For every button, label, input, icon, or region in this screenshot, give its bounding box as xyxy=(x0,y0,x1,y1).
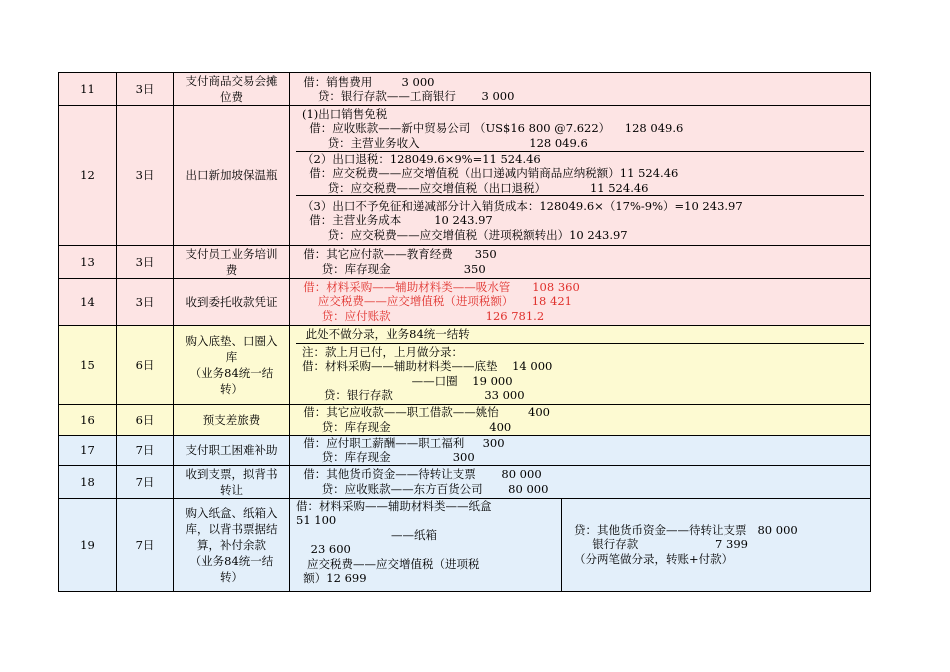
entry-line: 23 600 xyxy=(296,542,351,556)
entry-line: 此处不做分录，业务84统一结转 xyxy=(302,327,470,341)
entry-line: 借：其它应收款——职工借款——姚怡 400 xyxy=(296,405,551,419)
entry-line: 借：主营业务成本 10 243.97 xyxy=(302,213,493,227)
entry-line: ——口圈 19 000 xyxy=(302,373,513,388)
row-subject xyxy=(174,73,290,106)
entry-line: 应交税费——应交增值税（进项税 xyxy=(296,556,480,571)
subject-line: （业务84统一结 xyxy=(189,365,274,380)
entry-line: 贷：银行存款——工商银行 3 000 xyxy=(296,89,515,103)
entry-line: 贷：其他货币资金——待转让支票 80 000 xyxy=(574,522,798,537)
subject-line: 位费 xyxy=(220,90,243,104)
row-number: 11 xyxy=(59,73,117,106)
entry-line: 贷：主营业务收入 128 049.6 xyxy=(302,135,588,150)
sub-entry xyxy=(296,151,864,196)
table-row xyxy=(59,73,871,106)
entry-line: 贷：银行存款 33 000 xyxy=(302,388,525,403)
entry-line: 借：应付职工薪酬——职工福利 300 xyxy=(296,435,505,450)
entry-line: 51 100 xyxy=(296,513,337,527)
subject-line: 出口新加坡保温瓶 xyxy=(185,168,278,183)
table-row xyxy=(59,278,871,325)
sub-entry xyxy=(296,344,864,404)
journal-entry xyxy=(290,245,871,278)
row-number: 17 xyxy=(59,435,117,465)
entry-line: 借：材料采购——辅助材料类——纸盒 xyxy=(296,498,492,513)
row-subject xyxy=(174,435,290,465)
row-date: 3日 xyxy=(117,245,174,278)
entry-line: 贷：应付账款 126 781.2 xyxy=(296,308,545,323)
table-row xyxy=(59,435,871,465)
entry-subtable xyxy=(296,106,864,245)
journal-entry xyxy=(290,73,871,106)
subject-line: 购入底垫、口圈入 xyxy=(185,333,278,348)
subject-line: （业务84统一结 xyxy=(189,553,274,568)
journal-entry xyxy=(290,106,871,246)
entry-line: 借：应交税费——应交增值税（出口递减内销商品应纳税额）11 524.46 xyxy=(302,166,679,180)
entry-subtable xyxy=(296,326,864,404)
entry-line: 借：销售费用 3 000 xyxy=(296,74,435,89)
credit-entry xyxy=(562,498,871,591)
table-row xyxy=(59,245,871,278)
journal-entry xyxy=(290,325,871,404)
subject-line: 收到支票，拟背书 xyxy=(185,466,278,481)
entry-line: 借：应收账款——新中贸易公司 （US$16 800 @7.622） 128 049.6 xyxy=(302,121,684,135)
entry-line: (1)出口销售免税 xyxy=(302,106,388,121)
row-subject xyxy=(174,245,290,278)
entry-line: （分两笔做分录，转账+付款） xyxy=(574,551,734,566)
entry-line: 贷：库存现金 400 xyxy=(296,419,512,434)
row-number: 15 xyxy=(59,325,117,404)
entry-line: 应交税费——应交增值税（进项税额） 18 421 xyxy=(296,294,572,309)
table-row xyxy=(59,325,871,404)
subject-line: 转） xyxy=(220,569,243,584)
row-subject xyxy=(174,325,290,404)
sub-entry xyxy=(296,106,864,151)
journal-entry xyxy=(290,465,871,498)
journal-entry xyxy=(290,435,871,465)
subject-line: 转让 xyxy=(220,482,243,497)
row-subject xyxy=(174,106,290,246)
subject-line: 购入纸盒、纸箱入 xyxy=(185,505,278,520)
subject-line: 支付商品交易会摊 xyxy=(185,74,278,88)
row-date: 3日 xyxy=(117,106,174,246)
row-subject xyxy=(174,465,290,498)
ledger-body xyxy=(59,73,871,592)
row-date: 7日 xyxy=(117,465,174,498)
subject-line: 转） xyxy=(220,381,243,396)
sub-entry xyxy=(296,326,864,344)
subject-line: 库，以背书票据结 xyxy=(185,521,278,536)
table-row xyxy=(59,465,871,498)
entry-line: 贷：应交税费——应交增值税（出口退税） 11 524.46 xyxy=(302,180,649,195)
entry-line: 贷：应收账款——东方百货公司 80 000 xyxy=(296,481,549,496)
subject-line: 预支差旅费 xyxy=(202,412,261,427)
subject-line: 费 xyxy=(225,262,238,277)
entry-line: 注：款上月已付，上月做分录： xyxy=(302,344,463,359)
row-number: 13 xyxy=(59,245,117,278)
row-date: 7日 xyxy=(117,435,174,465)
row-date: 3日 xyxy=(117,278,174,325)
row-subject xyxy=(174,278,290,325)
table-row xyxy=(59,106,871,246)
debit-entry xyxy=(290,498,562,591)
table-row xyxy=(59,404,871,435)
row-date: 6日 xyxy=(117,404,174,435)
journal-entry xyxy=(290,278,871,325)
table-row xyxy=(59,498,871,591)
sub-entry xyxy=(296,196,864,245)
row-subject xyxy=(174,498,290,591)
entry-line: 银行存款 7 399 xyxy=(574,537,748,552)
row-number: 19 xyxy=(59,498,117,591)
row-date: 6日 xyxy=(117,325,174,404)
row-subject xyxy=(174,404,290,435)
subject-line: 收到委托收款凭证 xyxy=(185,294,278,309)
entry-line: 额）12 699 xyxy=(296,571,367,585)
entry-line: 借：其他货币资金——待转让支票 80 000 xyxy=(296,467,542,481)
row-number: 12 xyxy=(59,106,117,246)
subject-line: 支付员工业务培训 xyxy=(185,246,278,261)
row-date: 7日 xyxy=(117,498,174,591)
journal-entry xyxy=(290,404,871,435)
ledger-table xyxy=(58,72,871,592)
subject-line: 支付职工困难补助 xyxy=(185,443,278,457)
entry-line: （3）出口不予免征和递减部分计入销货成本：128049.6×（17%-9%）=10 243.97 xyxy=(302,198,743,213)
entry-line: ——纸箱 xyxy=(296,527,438,542)
entry-line: 借：材料采购——辅助材料类——吸水管 108 360 xyxy=(296,279,580,294)
row-number: 16 xyxy=(59,404,117,435)
entry-line: 贷：应交税费——应交增值税（进项税额转出）10 243.97 xyxy=(302,227,628,242)
row-date: 3日 xyxy=(117,73,174,106)
entry-line: （2）出口退税：128049.6×9%=11 524.46 xyxy=(302,151,541,166)
entry-line: 贷：库存现金 300 xyxy=(296,450,475,464)
entry-line: 借：其它应付款——教育经费 350 xyxy=(296,247,497,261)
subject-line: 库 xyxy=(225,349,238,364)
entry-line: 贷：库存现金 350 xyxy=(296,261,486,276)
row-number: 18 xyxy=(59,465,117,498)
entry-line: 借：材料采购——辅助材料类——底垫 14 000 xyxy=(302,359,553,374)
row-number: 14 xyxy=(59,278,117,325)
subject-line: 算，补付余款 xyxy=(197,537,266,552)
